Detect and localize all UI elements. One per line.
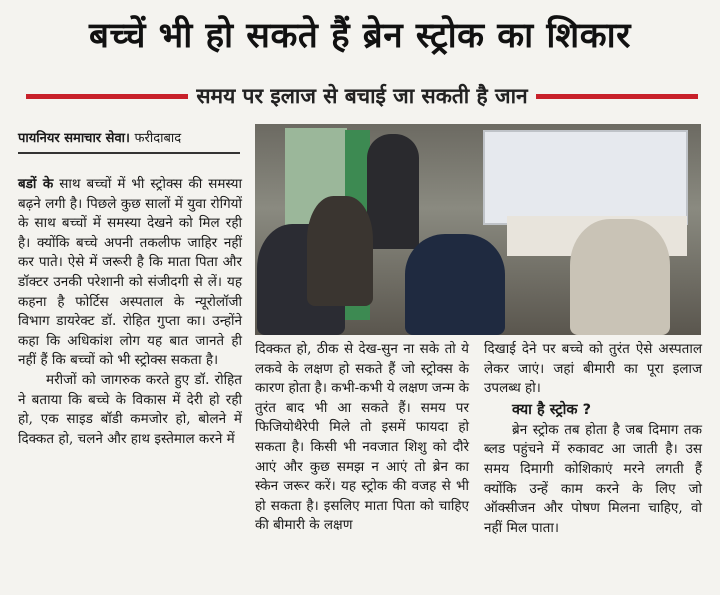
article-column-2	[255, 340, 469, 536]
left-red-rule	[26, 94, 188, 99]
section-title: क्या है स्ट्रोक ?	[512, 401, 592, 418]
article-column-1	[18, 175, 242, 449]
headline: बच्चें भी हो सकते हैं ब्रेन स्ट्रोक का शिकार	[89, 16, 631, 56]
seminar-photo	[255, 124, 701, 335]
lead-word: बडों के	[18, 176, 54, 192]
article-paragraph	[18, 175, 242, 371]
article-paragraph: ब्रेन स्ट्रोक तब होता है जब दिमाग तक ब्लड पहुंचने में रुकावट आ जाती है। उस समय दिमागी कोशिकाएं मरने लगती हैं क्योंकि उन्हें काम करने के लिए जो ऑक्सीजन और पोषण मिलना चाहिए, वो नहीं मिल पाता।	[484, 421, 702, 536]
photo-projector-screen	[483, 130, 688, 225]
photo-speaker	[367, 134, 419, 249]
subheadline-bar	[26, 82, 698, 110]
byline-agency: पायनियर समाचार सेवा।	[18, 131, 130, 146]
subheadline: समय पर इलाज से बचाई जा सकती है जान	[196, 84, 528, 108]
article-paragraph: दिक्कत हो, ठीक से देख-सुन ना सके तो ये लकवे के लक्षण हो सकते हैं जो स्ट्रोक्स के कारण होता है। कभी-कभी ये लक्षण जन्म के तुरंत बाद भी आ सकते हैं। समय पर फिजियोथैरेपी मिले तो इसमें फायदा हो सकता है। किसी भी नवजात शिशु को दौरे आएं और कुछ समझ न आएं तो ब्रेन का स्केन जरूर करें। यह स्ट्रोक की वजह से भी हो सकता है। इसलिए माता पिता को चाहिए की बीमारी के लक्षण	[255, 341, 469, 534]
right-red-rule	[536, 94, 698, 99]
byline	[18, 128, 240, 154]
article-paragraph: मरीजों को जागरुक करते हुए डॉ. रोहित ने बताया कि बच्चे के विकास में देरी हो रही हो, एक साइड बॉडी कमजोर हो, बोलने में दिक्कत हो, चलने और हाथ इस्तेमाल करने में	[18, 371, 242, 447]
article-paragraph: दिखाई देने पर बच्चे को तुरंत ऐसे अस्पताल लेकर जाएं। जहां बीमारी का पूरा इलाज उपलब्ध हो।	[484, 341, 702, 397]
article-column-3	[484, 340, 702, 538]
byline-place: फरीदाबाद	[134, 131, 182, 146]
photo-audience	[405, 234, 505, 335]
paragraph-text: साथ बच्चों में भी स्ट्रोक्स की समस्या बढ़ने लगी है। पिछले कुछ सालों में युवा रोगियों के साथ बच्चों में समस्या देखने को मिल रही है। क्योंकि बच्चे अपनी तकलीफ जाहिर नहीं कर पाते। ऐसे में जरूरी है कि माता पिता और डॉक्टर उनकी परेशानी को संजीदगी से लें। यह कहना है फोर्टिस अस्पताल के न्यूरोलॉजी विभाग डायरेक्ट डॉ. रोहित गुप्ता का। उन्होंने कहा कि अधिकांश लोग यह बात जानते ही नहीं हैं कि बच्चों को भी स्ट्रोक्स सकता है।	[18, 176, 243, 369]
photo-audience	[307, 196, 373, 306]
photo-audience	[570, 219, 670, 335]
